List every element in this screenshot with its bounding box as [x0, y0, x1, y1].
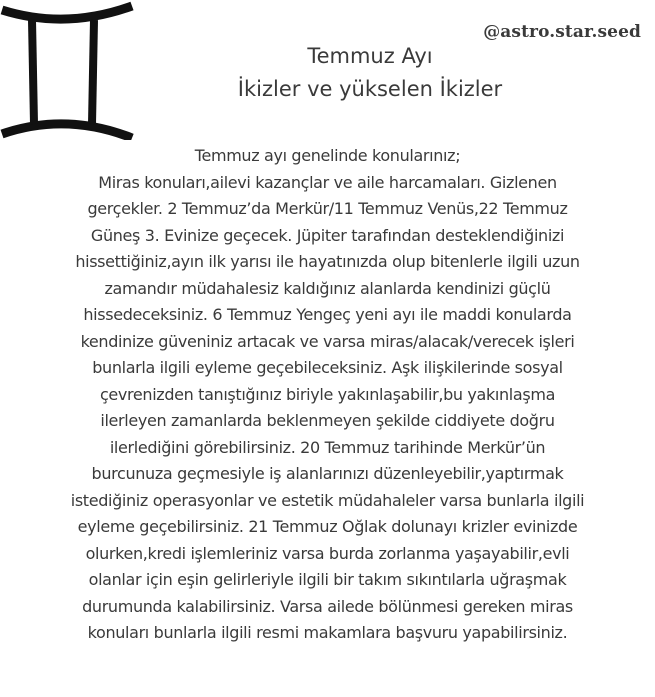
body-line: olurken,kredi işlemleriniz varsa burda zorlanma yaşayabilir,evli	[85, 543, 570, 563]
body-line: ilerlediğini görebilirsiniz. 20 Temmuz tarihinde Merkür’ün	[109, 437, 546, 457]
body-line: Miras konuları,ailevi kazançlar ve aile harcamaları. Gizlenen	[98, 172, 557, 192]
body-line: Güneş 3. Evinize geçecek. Jüpiter tarafından desteklendiğinizi	[90, 225, 565, 245]
body-line: konuları bunlarla ilgili resmi makamlara başvuru yapabilirsiniz.	[87, 623, 568, 642]
gemini-icon	[0, 0, 140, 140]
body-line: durumunda kalabilirsiniz. Varsa ailede bölünmesi gereken miras	[82, 596, 573, 616]
body-line: bunlarla ilgili eyleme geçebileceksiniz. Aşk ilişkilerinde sosyal	[92, 358, 563, 377]
body-line: kendinize güveniniz artacak ve varsa miras/alacak/verecek işleri	[80, 331, 575, 351]
body-line: hissedeceksiniz. 6 Temmuz Yengeç yeni ayı ile maddi konularda	[83, 305, 572, 324]
body-line: zamandır müdahalesiz kaldığınız alanlarda kendinizi güçlü	[104, 278, 551, 298]
body-line: gerçekler. 2 Temmuz’da Merkür/11 Temmuz Venüs,22 Temmuz	[87, 199, 568, 218]
title-line-month: Temmuz Ayı	[307, 44, 433, 68]
page-title	[180, 40, 560, 106]
body-line: çevrenizden tanıştığınız biriyle yakınlaşabilir,bu yakınlaşma	[99, 384, 556, 404]
body-line: olanlar için eşin gelirleriyle ilgili bir takım sıkıntılarla uğraşmak	[88, 570, 567, 589]
title-line-sign: İkizler ve yükselen İkizler	[237, 77, 503, 101]
body-line: eyleme geçebilirsiniz. 21 Temmuz Oğlak dolunayı krizler evinizde	[77, 517, 578, 536]
horoscope-body	[20, 143, 635, 647]
instagram-handle: @astro.star.seed	[483, 22, 641, 42]
body-line: istediğiniz operasyonlar ve estetik müdahaleler varsa bunlarla ilgili	[70, 490, 585, 510]
body-line: hissettiğiniz,ayın ilk yarısı ile hayatınızda olup bitenlerle ilgili uzun	[75, 252, 580, 271]
body-line: Temmuz ayı genelinde konularınız;	[194, 146, 461, 165]
body-line: burcunuza geçmesiyle iş alanlarınızı düzenleyebilir,yaptırmak	[91, 464, 564, 483]
body-line: ilerleyen zamanlarda beklenmeyen şekilde ciddiyete doğru	[100, 411, 555, 430]
